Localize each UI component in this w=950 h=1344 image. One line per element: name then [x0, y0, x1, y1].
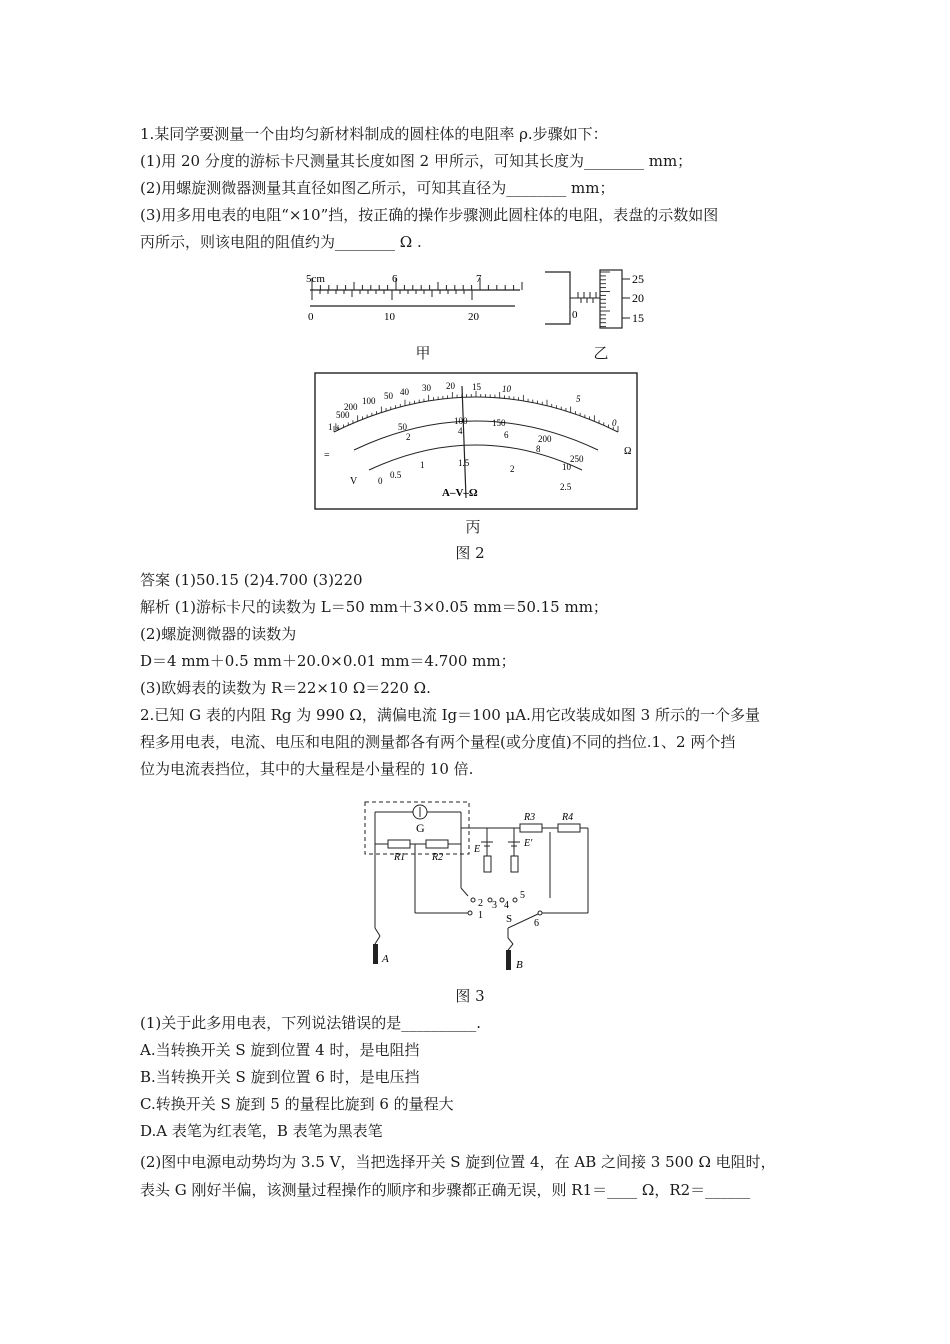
ac-symbol: V: [350, 476, 358, 487]
ohm-scale-label: 500: [336, 410, 350, 420]
switch-position: 6: [534, 918, 539, 929]
resistor-label: R1: [394, 852, 406, 863]
galvanometer-label: G: [416, 821, 425, 835]
ohm-scale-label: 10: [502, 384, 511, 394]
micrometer-figure: [540, 268, 660, 332]
q1-part3-line1: (3)用多用电表的电阻“×10”挡，按正确的操作步骤测此圆柱体的电阻，表盘的示数如图: [140, 206, 719, 224]
probe-label: A: [382, 953, 389, 965]
thimble-label: 20: [632, 291, 644, 305]
ac-scale-label: 2: [510, 464, 515, 474]
q2-part2-line1: (2)图中电源电动势均为 3.5 V，当把选择开关 S 旋到位置 4，在 AB 之间接 3 500 Ω 电阻时，: [140, 1153, 776, 1171]
caliper-main-label: 5cm: [306, 273, 325, 285]
caption-jia: 甲: [415, 344, 431, 362]
q2-part2-line2: 表头 G 刚好半偏，该测量过程操作的顺序和步骤都正确无误，则 R1＝____ Ω，R2＝______: [140, 1181, 751, 1199]
switch-position: 4: [504, 900, 509, 911]
ohm-scale-label: 1 k: [328, 422, 340, 432]
answer-line: 答案 (1)50.15 (2)4.700 (3)220: [140, 571, 363, 589]
ohm-scale-label: 30: [422, 383, 431, 393]
explanation-line: 解析 (1)游标卡尺的读数为 L＝50 mm＋3×0.05 mm＝50.15 mm；: [140, 598, 608, 616]
ac-scale-label: 0: [378, 476, 383, 486]
dc-symbol: =: [324, 450, 330, 461]
option-d: D.A 表笔为红表笔，B 表笔为黑表笔: [140, 1122, 383, 1140]
emf-label: E′: [524, 838, 533, 849]
dc-mid-scale-label: 2: [406, 432, 411, 442]
ohm-scale-label: 0: [612, 418, 617, 428]
ac-scale-label: 2.5: [560, 482, 572, 492]
switch-label: S: [506, 913, 513, 925]
figure-3-caption: 图 3: [455, 987, 485, 1005]
dc-mid-scale-label: 8: [536, 444, 541, 454]
ohm-scale-label: 50: [384, 391, 393, 401]
caption-bing: 丙: [465, 518, 481, 536]
q1-part3-line2: 丙所示，则该电阻的阻值约为________ Ω .: [140, 233, 422, 251]
dc-mid-scale-label: 6: [504, 430, 509, 440]
emf-label: E: [474, 844, 481, 855]
ohm-scale-label: 20: [446, 381, 455, 391]
multimeter-dial-figure: [314, 372, 638, 510]
option-b: B.当转换开关 S 旋到位置 6 时，是电压挡: [140, 1068, 420, 1086]
dc-mid-scale-label: 4: [458, 426, 463, 436]
resistor-label: R2: [432, 852, 444, 863]
ohm-scale-label: 100: [362, 396, 376, 406]
q2-stem-line: 2.已知 G 表的内阻 Rg 为 990 Ω，满偏电流 Ig＝100 μA.用它改装成如图 3 所示的一个多量: [140, 706, 760, 724]
dc-scale-label: 50: [398, 422, 407, 432]
vernier-caliper-figure: [300, 270, 530, 330]
meter-brand: A–V–Ω: [442, 487, 478, 499]
q1-part2: (2)用螺旋测微器测量其直径如图乙所示，可知其直径为________ mm；: [140, 179, 615, 197]
micrometer-sleeve-label: 0: [572, 309, 578, 321]
dc-scale-label: 150: [492, 418, 506, 428]
caliper-main-label: 7: [476, 273, 482, 285]
option-a: A.当转换开关 S 旋到位置 4 时，是电阻挡: [140, 1041, 420, 1059]
caliper-main-label: 6: [392, 273, 398, 285]
dc-scale-label: 200: [538, 434, 552, 444]
switch-position: 3: [492, 900, 497, 911]
ohm-scale-label: 15: [472, 382, 481, 392]
circuit-figure: [360, 798, 600, 978]
q2-stem-line: 程多用电表，电流、电压和电阻的测量都各有两个量程(或分度值)不同的挡位.1、2 两个挡: [140, 733, 736, 751]
option-c: C.转换开关 S 旋到 5 的量程比旋到 6 的量程大: [140, 1095, 454, 1113]
switch-position: 1: [478, 910, 483, 921]
ohm-scale-label: 200: [344, 402, 358, 412]
q2-part1: (1)关于此多用电表，下列说法错误的是__________.: [140, 1014, 482, 1032]
caliper-vernier-label: 20: [468, 311, 479, 323]
thimble-label: 15: [632, 311, 644, 325]
ac-scale-label: 1.5: [458, 458, 470, 468]
thimble-label: 25: [632, 272, 644, 286]
explanation-line: (3)欧姆表的读数为 R＝22×10 Ω＝220 Ω.: [140, 679, 431, 697]
resistor-label: R3: [524, 812, 536, 823]
caption-yi: 乙: [593, 344, 609, 362]
dc-scale-label: 250: [570, 454, 584, 464]
ac-scale-label: 1: [420, 460, 425, 470]
ac-scale-label: 0.5: [390, 470, 402, 480]
q1-part1: (1)用 20 分度的游标卡尺测量其长度如图 2 甲所示，可知其长度为________ mm；: [140, 152, 693, 170]
explanation-line: D＝4 mm＋0.5 mm＋20.0×0.01 mm＝4.700 mm；: [140, 652, 516, 670]
figure-2-caption: 图 2: [455, 544, 485, 562]
ohm-symbol: Ω: [624, 446, 632, 457]
dc-scale-label: 100: [454, 416, 468, 426]
dc-mid-scale-label: 10: [562, 462, 571, 472]
q2-stem-line: 位为电流表挡位，其中的大量程是小量程的 10 倍.: [140, 760, 474, 778]
switch-position: 5: [520, 890, 525, 901]
ohm-scale-label: 40: [400, 387, 409, 397]
probe-label: B: [516, 959, 523, 971]
q1-stem: 1.某同学要测量一个由均匀新材料制成的圆柱体的电阻率 ρ.步骤如下：: [140, 125, 608, 143]
explanation-line: (2)螺旋测微器的读数为: [140, 625, 297, 643]
caliper-vernier-label: 10: [384, 311, 395, 323]
resistor-label: R4: [562, 812, 574, 823]
ohm-scale-label: 5: [576, 394, 581, 404]
caliper-vernier-label: 0: [308, 311, 314, 323]
switch-position: 2: [478, 898, 483, 909]
